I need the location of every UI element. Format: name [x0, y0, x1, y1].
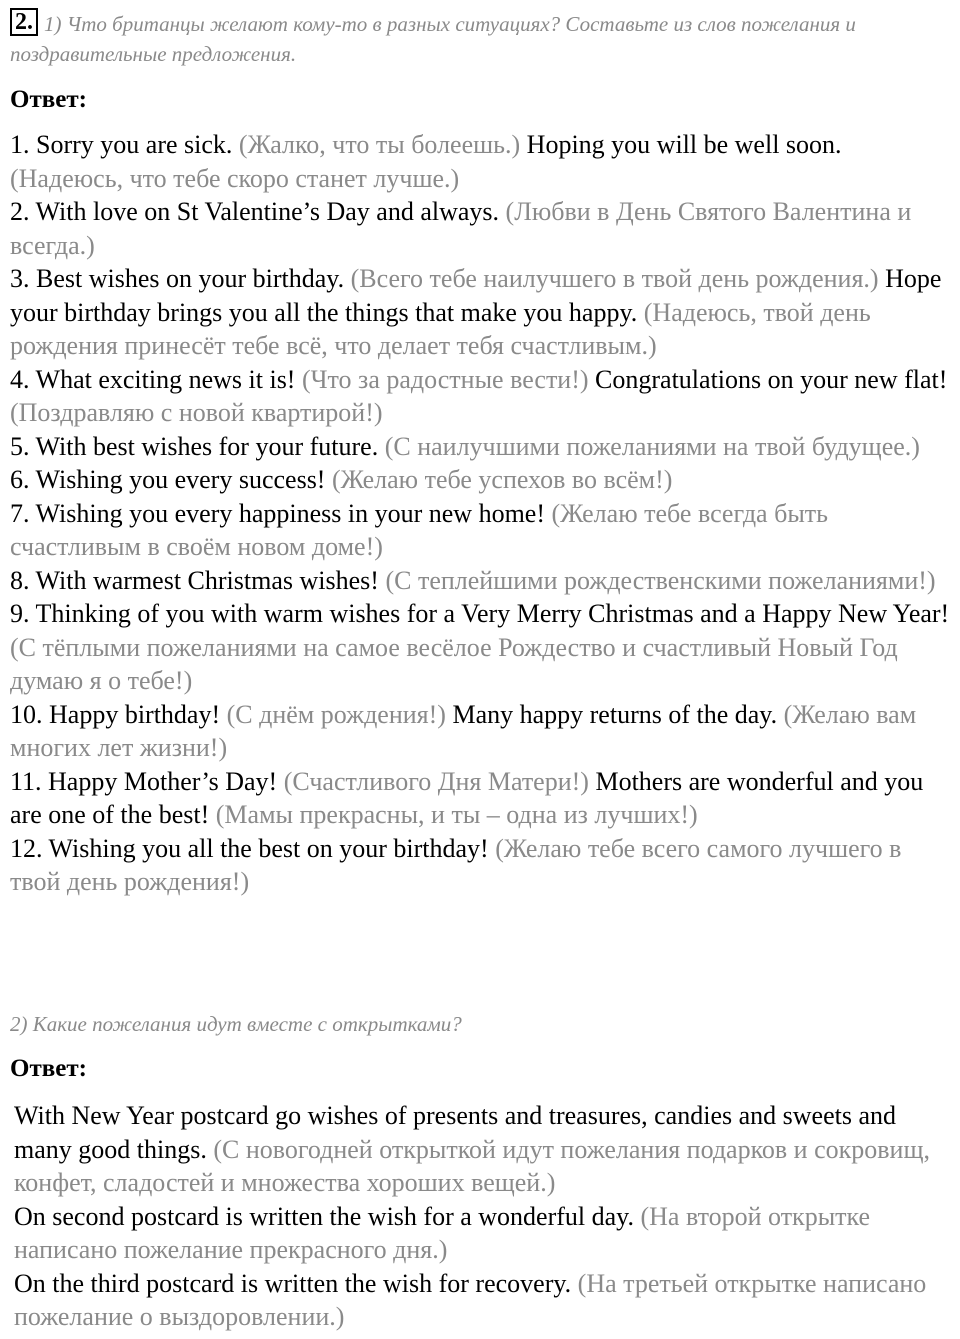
english-text: On second postcard is written the wish for a wonderful day. [14, 1201, 641, 1231]
english-text: Congratulations on your new flat! [588, 364, 948, 394]
russian-translation: (На третьей открытке написано пожелание о выздоровлении.) [14, 1268, 927, 1331]
english-text: 4. What exciting news it is! [10, 364, 302, 394]
english-text: Hoping you will be well soon. [520, 130, 842, 159]
english-text: 3. Best wishes on your birthday. [10, 264, 351, 293]
answer-sentence [14, 1200, 949, 1267]
russian-translation: (Желаю вам многих лет жизни!) [10, 699, 917, 762]
russian-translation: (Желаю тебе всего самого лучшего в твой день рождения!) [10, 833, 902, 896]
english-text: On the third postcard is written the wish for recovery. [14, 1268, 578, 1298]
list-item [10, 497, 955, 564]
russian-translation: (Мамы прекрасны, и ты – одна из лучших!) [215, 800, 698, 829]
answer-label: Ответ: [10, 86, 87, 113]
russian-translation: (Что за радостные вести!) [301, 364, 589, 394]
russian-translation: (Жалко, что ты болеешь.) [238, 130, 521, 159]
english-text: 9. Thinking of you with warm wishes for a Very Merry Christmas and a Happy New Year! [10, 599, 950, 628]
russian-translation: (С теплейшими рождественскими пожеланиями!) [385, 565, 936, 595]
sub-question: 2) Какие пожелания идут вместе с открытками? [10, 1012, 462, 1036]
task-number: 2. [10, 8, 38, 36]
english-text: 1. Sorry you are sick. [10, 130, 239, 159]
list-item [10, 564, 955, 598]
russian-translation: (Желаю тебе успехов во всём!) [331, 465, 673, 494]
russian-translation: (Любви в День Святого Валентина и всегда.) [10, 197, 912, 260]
answer-sentence [14, 1099, 949, 1200]
russian-translation: (С тёплыми пожеланиями на самое весёлое Рождество и счастливый Новый Год думаю я о тебе!) [10, 632, 898, 695]
russian-translation: (Счастливого Дня Матери!) [283, 766, 589, 796]
task-header [10, 8, 930, 69]
list-item [10, 363, 955, 430]
english-text: 10. Happy birthday! [10, 699, 227, 729]
russian-translation: (С новогодней открыткой идут пожелания подарков и сокровищ, конфет, сладостей и множества хороших вещей.) [14, 1134, 930, 1197]
answer-list [10, 128, 955, 899]
list-item [10, 463, 955, 497]
english-text: 8. With warmest Christmas wishes! [10, 565, 386, 595]
russian-translation: (Надеюсь, твой день рождения принесёт тебе всё, что делает тебя счастливым.) [10, 297, 871, 360]
russian-translation: (С днём рождения!) [226, 699, 446, 729]
english-text: With New Year postcard go wishes of presents and treasures, candies and sweets and many good things. [14, 1101, 896, 1164]
russian-translation: (Всего тебе наилучшего в твой день рождения.) [350, 264, 879, 293]
list-item [10, 832, 955, 899]
russian-translation: (Надеюсь, что тебе скоро станет лучше.) [10, 163, 460, 193]
list-item [10, 195, 955, 262]
english-text: 12. Wishing you all the best on your birthday! [10, 833, 496, 863]
list-item [10, 698, 955, 765]
english-text: 5. With best wishes for your future. [10, 431, 385, 461]
russian-translation: (С наилучшими пожеланиями на твой будущее.) [384, 431, 920, 461]
list-item [10, 128, 955, 195]
answer-label: Ответ: [10, 1055, 87, 1082]
list-item [10, 262, 955, 363]
list-item [10, 765, 955, 832]
english-text: Mothers are wonderful and you are one of the best! [10, 766, 924, 829]
answer-sentence [14, 1267, 949, 1334]
english-text: 11. Happy Mother’s Day! [10, 766, 284, 796]
english-text: Many happy returns of the day. [445, 699, 784, 729]
russian-translation: (На второй открытке написано пожелание прекрасного дня.) [14, 1201, 871, 1264]
answer-paragraph [14, 1099, 949, 1334]
english-text: 7. Wishing you every happiness in your new home! [10, 498, 552, 528]
english-text: 2. With love on St Valentine’s Day and always. [10, 197, 506, 226]
list-item [10, 597, 955, 698]
russian-translation: (Поздравляю с новой квартирой!) [10, 398, 383, 427]
english-text: 6. Wishing you every success! [10, 465, 332, 494]
task-question: 1) Что британцы желают кому-то в разных ситуациях? Составьте из слов пожелания и поздравительные предложения. [10, 12, 856, 66]
russian-translation: (Желаю тебе всегда быть счастливым в своём новом доме!) [10, 498, 829, 561]
english-text: Hope your birthday brings you all the things that make you happy. [10, 264, 942, 327]
list-item [10, 430, 955, 464]
